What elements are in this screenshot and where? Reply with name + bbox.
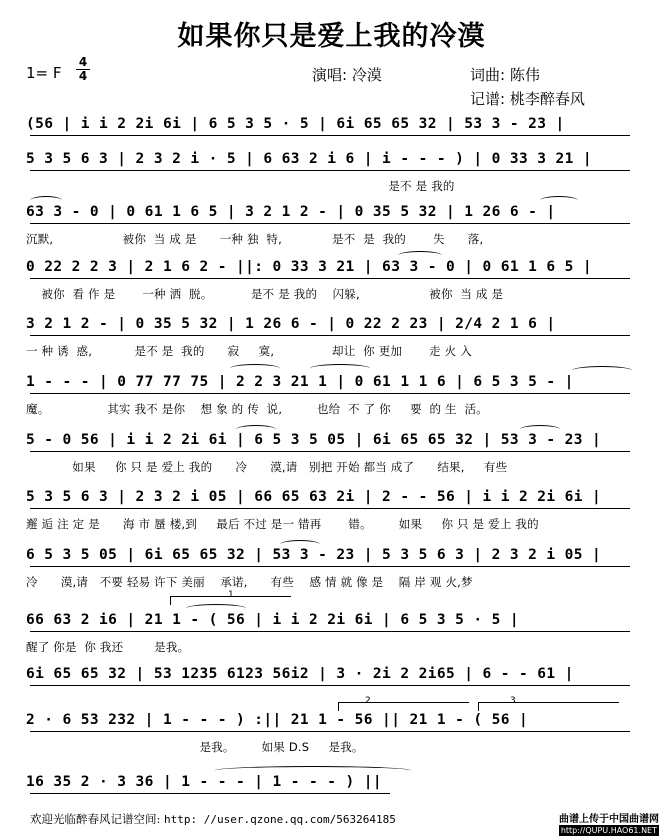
- lyrics: 一 种 诱 惑, 是不 是 我的 寂 寞, 却让 你 更加 走 火 入: [26, 344, 472, 358]
- beam-line: [30, 278, 630, 279]
- time-signature-top: 4: [78, 55, 88, 69]
- beam-line: [30, 631, 630, 632]
- notation: 63 3 - 0 | 0 61 1 6 5 | 3 2 1 2 - | 0 35 5 32 | 1 26 6 - |: [26, 204, 556, 220]
- notation: (56 | i i 2 2i 6i | 6 5 3 5 · 5 | 6i 65 65 32 | 53 3 - 23 |: [26, 116, 565, 132]
- notation: 66 63 2 i6 | 21 1 - ( 56 | i i 2 2i 6i | 6 5 3 5 · 5 |: [26, 612, 520, 628]
- beam-line: [30, 793, 390, 794]
- notation: 1 - - - | 0 77 77 75 | 2 2 3 21 1 | 0 61 1 1 6 | 6 5 3 5 - |: [26, 374, 574, 390]
- beam-line: [30, 223, 630, 224]
- slur-mark: [520, 425, 560, 434]
- site-watermark: [559, 814, 659, 836]
- slur-mark: [398, 251, 442, 260]
- lyrics: 是不 是 我的: [26, 179, 455, 193]
- lyrics: 沉默, 被你 当 成 是 一种 独 特, 是不 是 我的 失 落,: [26, 232, 484, 246]
- notation: 16 35 2 · 3 36 | 1 - - - | 1 - - - ) ||: [26, 774, 383, 790]
- beam-line: [30, 393, 630, 394]
- beam-line: [30, 135, 630, 136]
- volta-bracket-3: [478, 702, 619, 711]
- beam-line: [30, 451, 630, 452]
- notation: 6 5 3 5 05 | 6i 65 65 32 | 53 3 - 23 | 5 3 5 6 3 | 2 3 2 i 05 |: [26, 547, 602, 563]
- beam-line: [30, 685, 630, 686]
- beam-line: [30, 170, 630, 171]
- key-signature: 1= F: [26, 64, 62, 82]
- notation: 0 22 2 2 3 | 2 1 6 2 - ||: 0 33 3 21 | 63 3 - 0 | 0 61 1 6 5 |: [26, 259, 593, 275]
- volta-number-3: 3: [510, 696, 516, 706]
- lyrics: 冷 漠,请 不要 轻易 许下 美丽 承诺, 有些 感 情 就 像 是 隔 岸 观 火,梦: [26, 575, 473, 589]
- volta-bracket-2: [338, 702, 469, 711]
- time-signature-bottom: 4: [76, 69, 90, 83]
- notation: 3 2 1 2 - | 0 35 5 32 | 1 26 6 - | 0 22 2 23 | 2/4 2 1 6 |: [26, 316, 556, 332]
- composer-credit: 词曲: 陈伟: [470, 66, 540, 84]
- transcriber-credit: 记谱: 桃李醉春风: [470, 90, 585, 108]
- slur-mark: [280, 540, 320, 549]
- beam-line: [30, 731, 630, 732]
- lyrics: 醒了 你是 你 我还 是我。: [26, 640, 190, 654]
- watermark-url: http://QUPU.HAO61.NET: [560, 826, 657, 835]
- slur-mark: [30, 196, 62, 205]
- slur-mark: [572, 366, 632, 375]
- singer-credit: 演唱: 冷漠: [312, 66, 382, 84]
- beam-line: [30, 566, 630, 567]
- volta-number-2: 2: [365, 696, 371, 706]
- song-title: 如果你只是爱上我的冷漠: [177, 21, 486, 52]
- slur-mark: [215, 766, 411, 775]
- beam-line: [30, 335, 630, 336]
- slur-mark: [540, 196, 578, 205]
- lyrics: 被你 看 作 是 一种 洒 脱。 是不 是 我的 闪躲, 被你 当 成 是: [26, 287, 504, 301]
- volta-number-1: 1: [228, 590, 234, 600]
- lyrics: 邂 逅 注 定 是 海 市 蜃 楼,到 最后 不过 是一 错再 错。 如果 你 只 是 爱上 我的: [26, 517, 539, 531]
- slur-mark: [310, 364, 370, 373]
- footer-credit: [30, 811, 396, 827]
- notation: 5 3 5 6 3 | 2 3 2 i 05 | 66 65 63 2i | 2 - - 56 | i i 2 2i 6i |: [26, 489, 602, 505]
- lyrics: 魔。 其实 我不 是你 想 象 的 传 说, 也给 不 了 你 要 的 生 活。: [26, 402, 488, 416]
- time-signature: [76, 56, 90, 83]
- slur-mark: [236, 425, 276, 434]
- footer-text: 欢迎光临醉春风记谱空间:: [30, 812, 161, 826]
- notation: 6i 65 65 32 | 53 1235 6123 56i2 | 3 · 2i 2 2i65 | 6 - - 61 |: [26, 666, 574, 682]
- footer-url-link[interactable]: http: //user.qzone.qq.com/563264185: [164, 813, 396, 826]
- notation: 2 · 6 53 232 | 1 - - - ) :|| 21 1 - 56 || 21 1 - ( 56 |: [26, 712, 529, 728]
- slur-mark: [230, 364, 280, 373]
- lyrics: 如果 你 只 是 爱上 我的 冷 漠,请 别把 开始 都当 成了 结果, 有些: [26, 460, 508, 474]
- beam-line: [30, 508, 630, 509]
- slur-mark: [186, 604, 246, 613]
- lyrics: 是我。 如果 D.S 是我。: [26, 740, 364, 754]
- notation: 5 - 0 56 | i i 2 2i 6i | 6 5 3 5 05 | 6i 65 65 32 | 53 3 - 23 |: [26, 432, 602, 448]
- watermark-title: 曲谱上传于中国曲谱网: [559, 814, 659, 825]
- notation: 5 3 5 6 3 | 2 3 2 i · 5 | 6 63 2 i 6 | i - - - ) | 0 33 3 21 |: [26, 151, 593, 167]
